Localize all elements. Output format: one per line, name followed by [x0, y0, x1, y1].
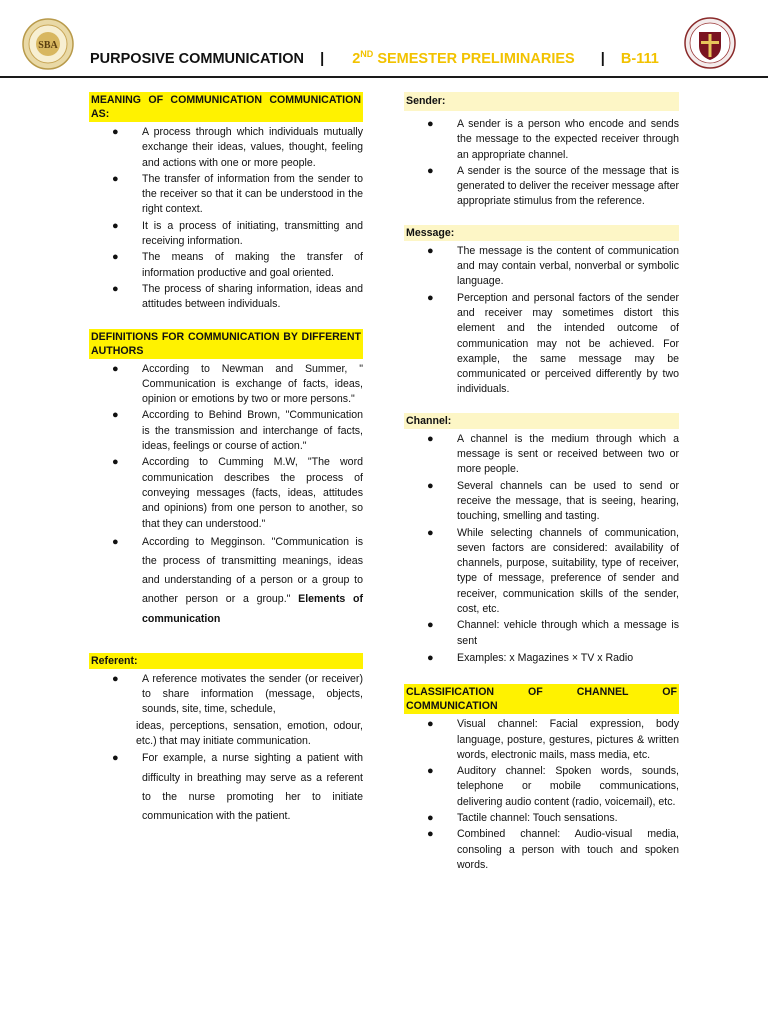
list-item-text: A process through which individuals mutually exchange their ideas, values, thought, feeling and actions with one or more people. [142, 126, 363, 169]
bullet-icon: ● [112, 672, 119, 685]
message-list [404, 244, 679, 398]
seal-monogram: SBA [38, 40, 58, 51]
bullet-icon: ● [427, 291, 434, 304]
bullet-icon: ● [112, 362, 119, 375]
definitions-section [89, 329, 363, 629]
bullet-icon: ● [112, 251, 119, 264]
list-item-text: A sender is the source of the message that is generated to deliver the receiver message after appropriate stimulus from the reference. [457, 164, 680, 208]
list-item [404, 651, 679, 666]
referent-item-continuation: ideas, perceptions, sensation, emotion, odour, etc.) that may initiate communication. [136, 719, 363, 748]
referent-list [89, 672, 363, 718]
bullet-icon: ● [427, 164, 434, 177]
bullet-icon: ● [427, 479, 434, 492]
sender-heading: Sender: [404, 92, 679, 111]
list-item [89, 533, 363, 629]
list-item-text: Channel: vehicle through which a message is sent [457, 619, 679, 647]
semester-number: 2 [352, 50, 361, 67]
referent-section [89, 653, 363, 826]
message-heading: Message: [404, 225, 679, 241]
left-column [89, 92, 363, 841]
list-item-text: According to Cumming M.W, "The word communication describes the process of conveying messages (facts, ideas, attitudes and opinions) from one person to another, so that they can understood." [142, 456, 363, 530]
meaning-list [89, 125, 363, 313]
list-item-text: A sender is a person who encode and sends the message to the expected receiver through an appropriate channel. [457, 118, 679, 161]
list-item-text: Several channels can be used to send or receive the message, that is seeing, hearing, touching, smelling and tasting. [457, 479, 679, 523]
definitions-list [89, 362, 363, 629]
referent-list-2 [89, 749, 363, 826]
list-item [404, 244, 679, 290]
bullet-icon: ● [112, 126, 119, 138]
list-item [89, 250, 363, 281]
bullet-icon: ● [427, 765, 434, 778]
bullet-icon: ● [427, 651, 434, 664]
channel-list [404, 432, 679, 666]
bullet-icon: ● [427, 244, 434, 257]
list-item [404, 291, 679, 398]
list-item-text: Examples: x Magazines × TV x Radio [457, 651, 634, 664]
page-header [0, 0, 768, 80]
list-item-text: For example, a nurse sighting a patient with difficulty in breathing may serve as a referent to the nurse promoting her to initiate communication with the patient. [142, 752, 363, 822]
bullet-icon: ● [112, 456, 119, 469]
header-separator: | [320, 50, 325, 67]
bullet-icon: ● [112, 752, 119, 765]
list-item-text: While selecting channels of communication, seven factors are considered: availability of channels, purpose, suitability, type of receiver, type of message, preference of sender and receiver, communication skills of the sender, cost, etc. [457, 526, 679, 616]
message-section [404, 225, 679, 398]
list-item [404, 764, 679, 810]
course-title: PURPOSIVE COMMUNICATION [90, 50, 305, 67]
list-item [404, 811, 679, 826]
list-item-text: The process of sharing information, ideas and attitudes between individuals. [142, 282, 363, 311]
bullet-icon: ● [112, 409, 119, 422]
list-item-text: According to Megginson. "Communication is the process of transmitting meanings, ideas and understanding of a person or a group to another person or a group." [142, 535, 363, 606]
list-item [404, 432, 679, 478]
list-item-text: The transfer of information from the sender to the receiver so that it can be understood in the right context. [142, 172, 363, 216]
semester-label [352, 51, 575, 67]
list-item [404, 717, 679, 763]
elements-heading-inline: Elements of communication [142, 593, 363, 625]
list-item-text: A channel is the medium through which a message is sent or received between two or more people. [457, 432, 679, 476]
list-item [89, 219, 363, 250]
definitions-heading: DEFINITIONS FOR COMMUNICATION BY DIFFERENT AUTHORS [91, 330, 361, 357]
header-title-row [90, 45, 659, 68]
university-seal-logo [684, 16, 736, 70]
list-item [89, 749, 363, 826]
meaning-section [89, 92, 363, 313]
list-item-text: Combined channel: Audio-visual media, consoling a person with touch and spoken words. [457, 828, 679, 871]
list-item-text: Tactile channel: Touch sensations. [457, 811, 618, 824]
list-item [404, 618, 679, 649]
list-item-text: The means of making the transfer of information productive and goal oriented. [142, 251, 363, 279]
header-separator-2: | [600, 50, 605, 67]
list-item [89, 125, 363, 171]
meaning-heading: MEANING OF COMMUNICATION COMMUNICATION AS: [91, 94, 361, 120]
header-divider [0, 76, 768, 78]
bullet-icon: ● [427, 118, 434, 130]
sender-list [404, 117, 679, 210]
channel-heading: Channel: [404, 413, 679, 429]
list-item [89, 282, 363, 313]
bullet-icon: ● [427, 432, 434, 445]
section-code: B-111 [620, 50, 659, 67]
classification-section [404, 684, 679, 873]
list-item [89, 672, 363, 718]
semester-text: SEMESTER PRELIMINARIES [373, 50, 575, 67]
list-item [89, 408, 363, 454]
referent-heading: Referent: [89, 653, 363, 669]
list-item [89, 362, 363, 408]
school-seal-logo [22, 18, 74, 70]
list-item-text: Perception and personal factors of the sender and receiver may sometimes distort this element and the intended outcome of communication may not be achieved. For example, the same message may be communicated or perceived differently by two individuals. [457, 291, 679, 396]
classification-heading: CLASSIFICATION OF CHANNEL OF COMMUNICATION [406, 686, 677, 713]
bullet-icon: ● [427, 811, 434, 824]
bullet-icon: ● [427, 828, 434, 841]
bullet-icon: ● [427, 718, 434, 731]
bullet-icon: ● [112, 219, 119, 232]
list-item-text: A reference motivates the sender (or receiver) to share information (message, objects, sounds, site, time, schedule, [142, 672, 363, 716]
sender-section [404, 92, 679, 210]
bullet-icon: ● [427, 526, 434, 539]
list-item [404, 526, 679, 618]
list-item [404, 117, 679, 163]
list-item-text: Auditory channel: Spoken words, sounds, telephone or mobile communications, delivering audio content (radio, voicemail), etc. [457, 765, 679, 808]
bullet-icon: ● [112, 172, 119, 185]
list-item [89, 172, 363, 218]
list-item [404, 827, 679, 873]
semester-ordinal: ND [360, 49, 374, 59]
list-item-text: Visual channel: Facial expression, body language, posture, gestures, pictures & written words, electronic mails, mass media, etc. [457, 718, 679, 761]
classification-list [404, 717, 679, 873]
list-item-text: It is a process of initiating, transmitting and receiving information. [142, 219, 363, 248]
list-item [404, 164, 679, 210]
bullet-icon: ● [112, 282, 119, 295]
bullet-icon: ● [112, 535, 119, 548]
list-item-text: According to Behind Brown, "Communication is the transmission and interchange of facts, ideas, feelings or course of action." [142, 409, 363, 453]
list-item-text: According to Newman and Summer, " Communication is exchange of facts, ideas, opinion or emotions by two or more persons." [142, 362, 363, 406]
list-item [404, 479, 679, 525]
right-column [404, 92, 679, 888]
list-item [89, 455, 363, 531]
channel-section [404, 413, 679, 666]
bullet-icon: ● [427, 619, 434, 632]
list-item-text: The message is the content of communication and may contain verbal, nonverbal or symbolic language. [457, 244, 679, 288]
